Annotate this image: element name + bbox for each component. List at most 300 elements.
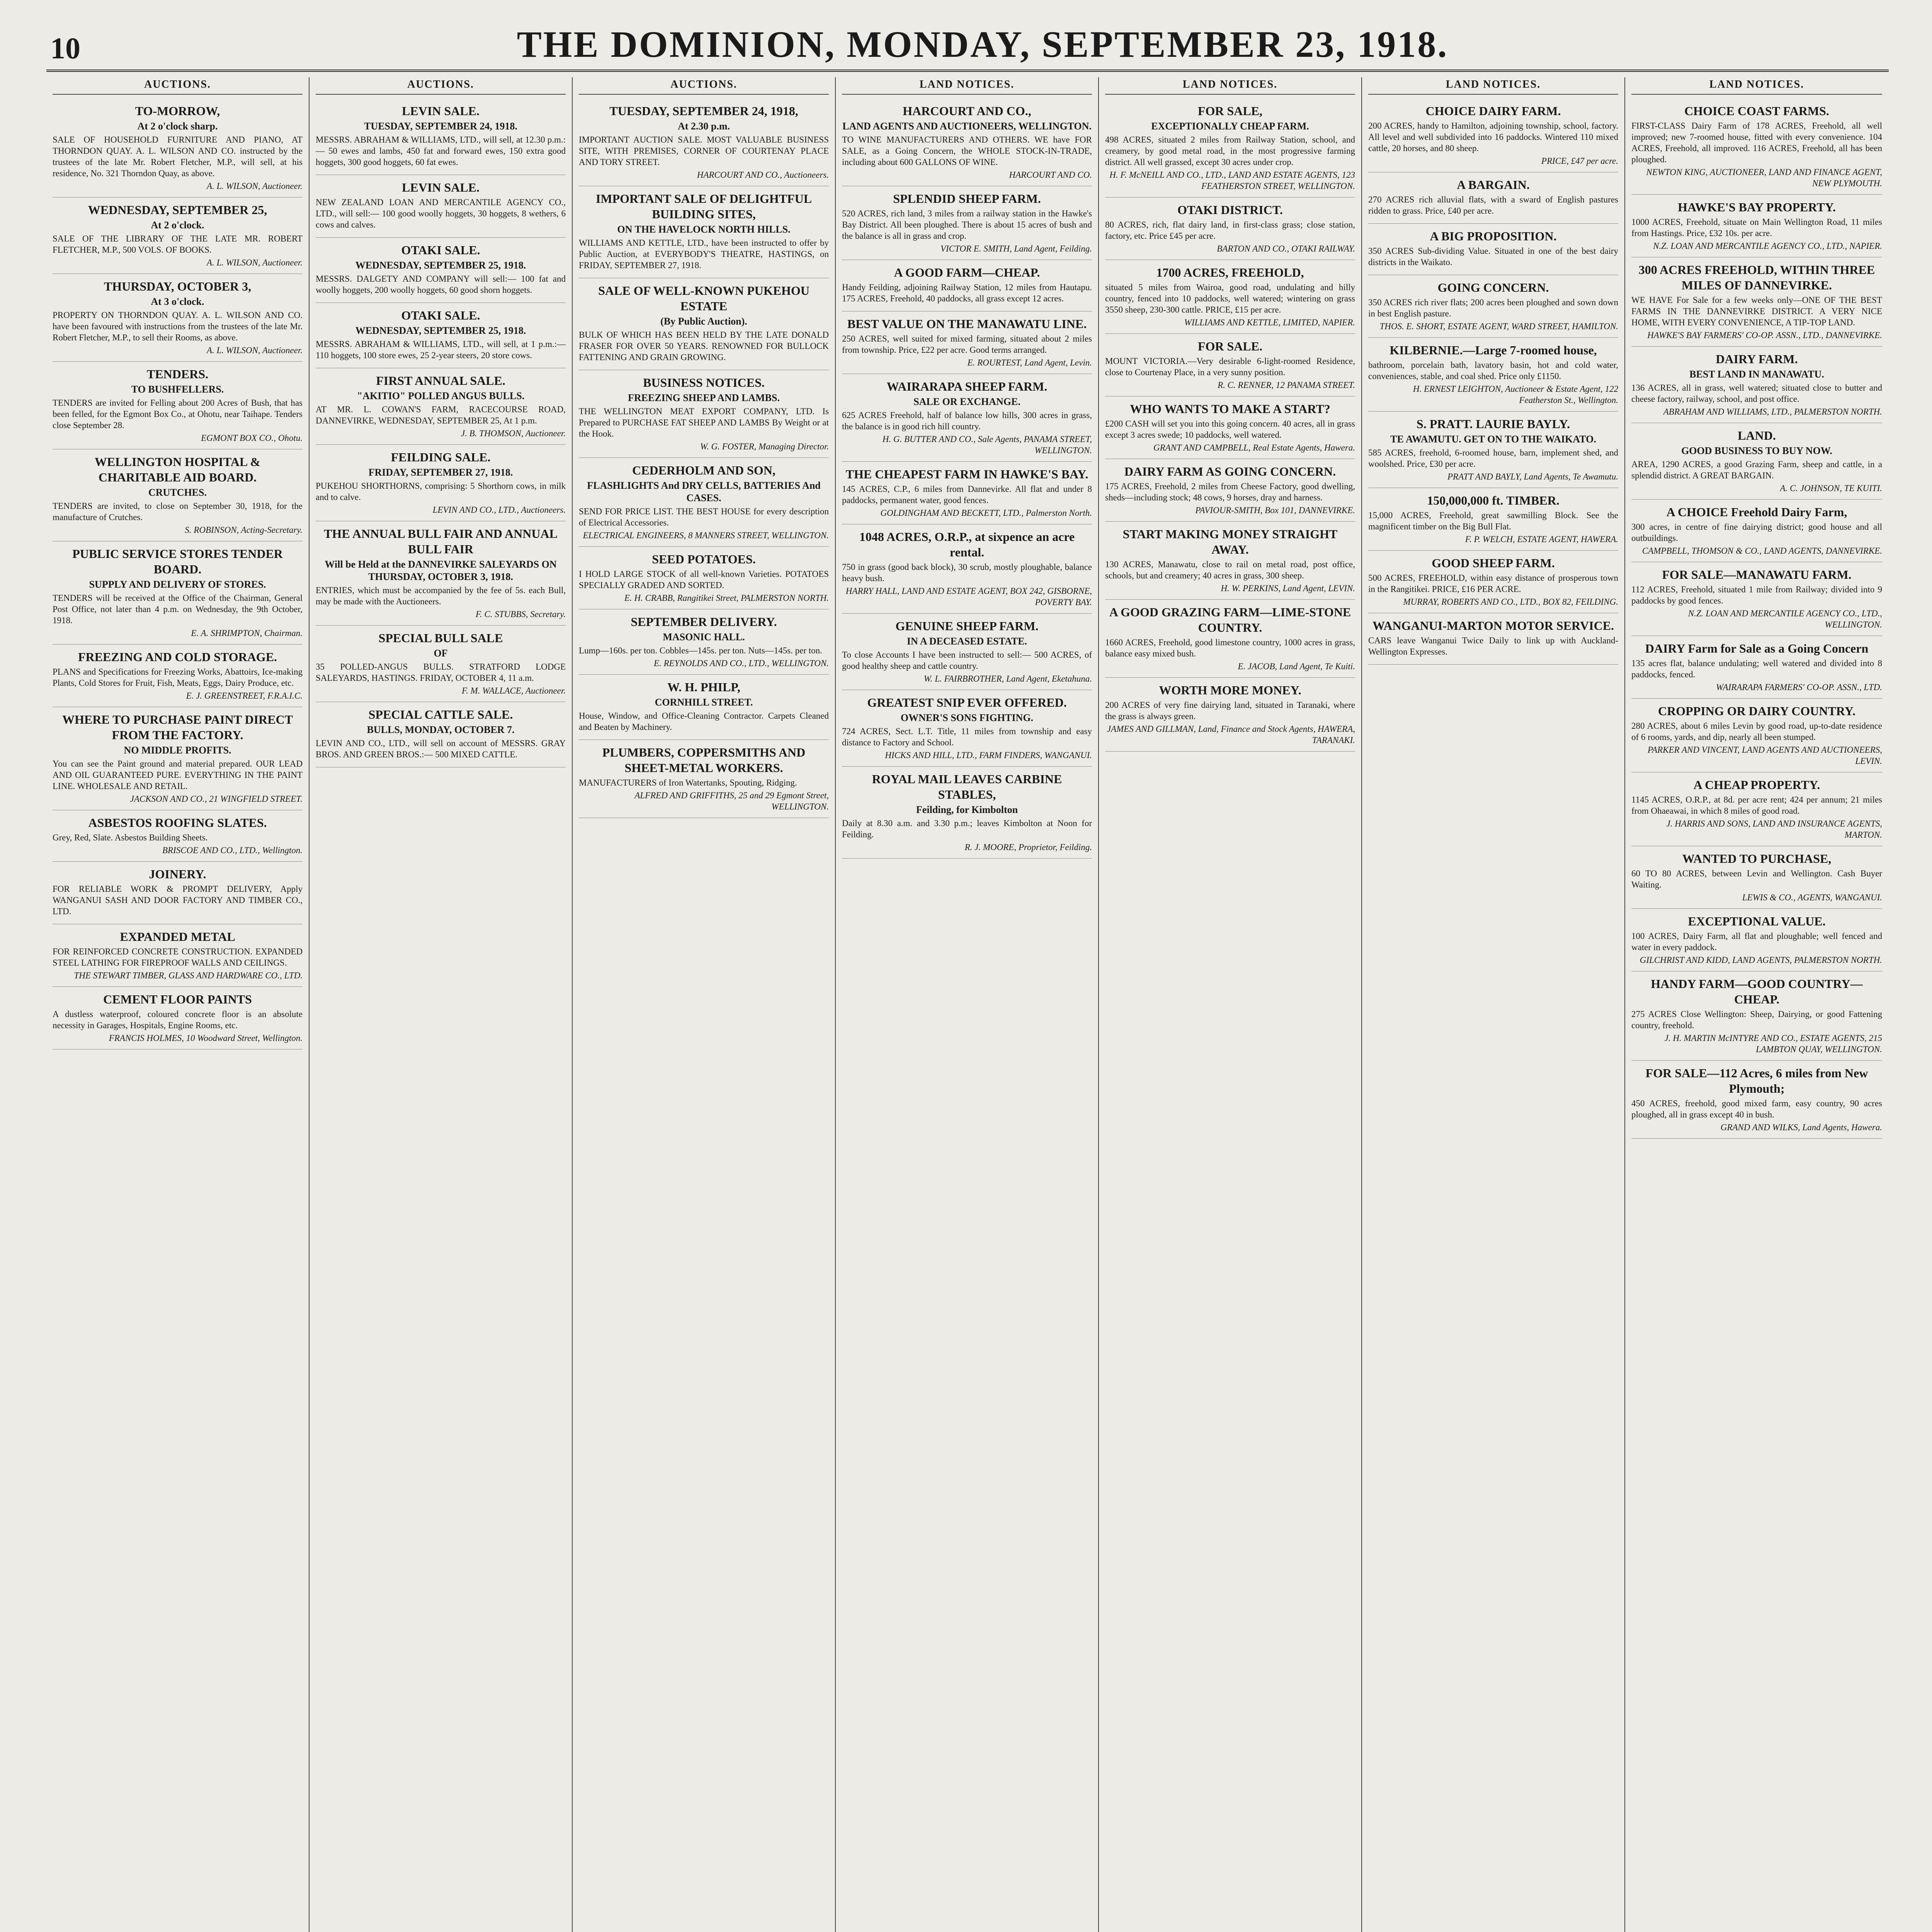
ad-headline: SALE OF WELL-KNOWN PUKEHOU ESTATE: [598, 284, 810, 313]
column-heading: LAND NOTICES.: [1631, 77, 1882, 95]
advertisement: [842, 462, 1092, 524]
ad-signature: F. P. WELCH, ESTATE AGENT, HAWERA.: [1465, 534, 1618, 544]
ad-subheadline: CORNHILL STREET.: [655, 697, 753, 708]
ad-body: Lump—160s. per ton. Cobbles—145s. per ton. Nuts—145s. per ton.: [579, 646, 822, 655]
ad-headline: LEVIN SALE.: [402, 104, 480, 118]
ad-body: FOR RELIABLE WORK & PROMPT DELIVERY, Apply WANGANUI SASH AND DOOR FACTORY AND TIMBER CO., LTD.: [53, 884, 303, 916]
advertisement: [579, 458, 829, 547]
ad-signature: LEVIN AND CO., LTD., Auctioneers.: [432, 505, 566, 515]
ad-headline: FOR SALE,: [1197, 104, 1263, 118]
ad-subheadline: "AKITIO" POLLED ANGUS BULLS.: [357, 390, 525, 401]
ad-headline: WELLINGTON HOSPITAL & CHARITABLE AID BOARD.: [94, 455, 261, 484]
ad-headline: WEDNESDAY, SEPTEMBER 25,: [88, 203, 267, 217]
ad-subheadline: WEDNESDAY, SEPTEMBER 25, 1918.: [355, 260, 526, 271]
ad-subheadline: FRIDAY, SEPTEMBER 27, 1918.: [368, 467, 513, 478]
advertisement: [579, 99, 829, 186]
ad-body: A dustless waterproof, coloured concrete floor is an absolute necessity in Garages, Hospitals, Engine Rooms, etc.: [53, 1009, 303, 1030]
ad-headline: A GOOD GRAZING FARM—LIME-STONE COUNTRY.: [1109, 605, 1351, 634]
ad-body: 175 ACRES, Freehold, 2 miles from Cheese Factory, good dwelling, sheds—including stock; 48 cows, 9 horses, dray and harness.: [1105, 481, 1355, 502]
ad-headline: LAND.: [1738, 429, 1776, 442]
advertisement: [1105, 600, 1355, 678]
ad-headline: 150,000,000 ft. TIMBER.: [1427, 493, 1560, 507]
ad-signature: ABRAHAM AND WILLIAMS, LTD., PALMERSTON NORTH.: [1663, 407, 1882, 417]
ad-signature: A. C. JOHNSON, TE KUITI.: [1780, 483, 1882, 493]
ad-body: 724 ACRES, Sect. L.T. Title, 11 miles from township and easy distance to Factory and School.: [842, 726, 1092, 747]
ad-signature: F. C. STUBBS, Secretary.: [475, 609, 566, 619]
ad-headline: WAIRARAPA SHEEP FARM.: [886, 379, 1048, 393]
ad-body: MESSRS. ABRAHAM & WILLIAMS, LTD., will sell, at 12.30 p.m.:— 50 ewes and lambs, 450 fat and forward ewes, 150 extra good hoggets, 300 good hoggets, 60 fat ewes.: [316, 135, 566, 167]
ad-signature: S. ROBINSON, Acting-Secretary.: [185, 525, 303, 535]
ad-headline: A CHOICE Freehold Dairy Farm,: [1666, 505, 1847, 519]
column-3: [573, 77, 836, 1932]
ad-subheadline: (By Public Auction).: [660, 316, 747, 327]
ad-headline: GOING CONCERN.: [1437, 281, 1549, 294]
advertisement: [53, 449, 303, 541]
ad-signature: W. L. FAIRBROTHER, Land Agent, Eketahuna.: [923, 674, 1092, 684]
ad-signature: R. C. RENNER, 12 PANAMA STREET.: [1218, 380, 1355, 390]
ad-body: 130 ACRES, Manawatu, close to rail on metal road, post office, schools, but and creamery; 40 acres in grass, 300 sheep.: [1105, 560, 1355, 580]
ad-headline: FOR SALE—112 Acres, 6 miles from New Plymouth;: [1645, 1066, 1868, 1095]
ad-body: 1660 ACRES, Freehold, good limestone country, 1000 acres in grass, balance easy mixed bush.: [1105, 638, 1355, 658]
column-heading: AUCTIONS.: [53, 77, 303, 95]
ad-signature: WAIRARAPA FARMERS' CO-OP. ASSN., LTD.: [1716, 682, 1882, 692]
ad-subheadline: FREEZING SHEEP AND LAMBS.: [628, 392, 780, 403]
ad-body: 750 in grass (good back block), 30 scrub, mostly ploughable, balance heavy bush.: [842, 562, 1092, 583]
advertisement: [842, 614, 1092, 690]
ad-body: PROPERTY ON THORNDON QUAY. A. L. WILSON AND CO. have been favoured with instructions from the trustees of the late Mr. Robert Fletcher, M.P., to sell their Rooms, as above.: [53, 310, 303, 342]
ad-body: 275 ACRES Close Wellington: Sheep, Dairying, or good Fattening country, freehold.: [1631, 1009, 1882, 1030]
ad-headline: BEST VALUE ON THE MANAWATU LINE.: [847, 317, 1087, 331]
ad-headline: CROPPING OR DAIRY COUNTRY.: [1658, 704, 1855, 718]
ad-body: AT MR. L. COWAN'S FARM, RACECOURSE ROAD, DANNEVIRKE, WEDNESDAY, SEPTEMBER 25, At 1 p.m.: [316, 405, 566, 425]
ad-body: WILLIAMS AND KETTLE, LTD., have been instructed to offer by Public Auction, at EVERYBODY'S THEATRE, HASTINGS, on FRIDAY, SEPTEMBER 27, 1918.: [579, 238, 829, 270]
ad-headline: DAIRY FARM.: [1716, 352, 1798, 366]
ad-signature: PAVIOUR-SMITH, Box 101, DANNEVIRKE.: [1195, 505, 1355, 515]
ad-body: THE WELLINGTON MEAT EXPORT COMPANY, LTD. Is Prepared to PURCHASE FAT SHEEP AND LAMBS By Weight or at the Hook.: [579, 406, 829, 439]
ad-subheadline: At 2 o'clock sharp.: [137, 121, 218, 132]
ad-body: To close Accounts I have been instructed to sell:— 500 ACRES, of good healthy sheep and cattle country.: [842, 650, 1092, 671]
ad-headline: 300 ACRES FREEHOLD, WITHIN THREE MILES OF DANNEVIRKE.: [1638, 263, 1875, 292]
advertisement: [1631, 423, 1882, 500]
ad-subheadline: CRUTCHES.: [148, 487, 207, 498]
newspaper-title: THE DOMINION, MONDAY, SEPTEMBER 23, 1918.: [517, 24, 1449, 65]
ad-body: 1145 ACRES, O.R.P., at 8d. per acre rent; 424 per annum; 21 miles from Ohaeawai, in which 8 miles of good road.: [1631, 795, 1882, 816]
ad-headline: TUESDAY, SEPTEMBER 24, 1918,: [609, 104, 798, 118]
ad-body: 100 ACRES, Dairy Farm, all flat and ploughable; well fenced and water in every paddock.: [1631, 931, 1882, 952]
advertisement: [579, 547, 829, 609]
ad-headline: WANGANUI-MARTON MOTOR SERVICE.: [1372, 619, 1614, 633]
ad-subheadline: Will be Held at the DANNEVIRKE SALEYARDS ON THURSDAY, OCTOBER 3, 1918.: [325, 559, 557, 582]
advertisement: [316, 445, 566, 521]
ad-signature: NEWTON KING, AUCTIONEER, LAND AND FINANCE AGENT, NEW PLYMOUTH.: [1646, 167, 1882, 188]
advertisement: [579, 609, 829, 675]
advertisement: [579, 370, 829, 458]
ad-headline: FOR SALE—MANAWATU FARM.: [1662, 568, 1852, 582]
advertisement: [53, 645, 303, 707]
advertisement: [579, 740, 829, 818]
ad-signature: E. H. CRABB, Rangitikei Street, PALMERSTON NORTH.: [624, 593, 829, 603]
ad-body: PLANS and Specifications for Freezing Works, Abattoirs, Ice-making Plants, Cold Stores for Fruit, Fish, Meats, Eggs, Dairy Produce, etc.: [53, 667, 303, 688]
advertisement: [1631, 1061, 1882, 1139]
advertisement: [53, 197, 303, 274]
ad-signature: GRANT AND CAMPBELL, Real Estate Agents, Hawera.: [1153, 443, 1355, 452]
ad-body: 135 acres flat, balance undulating; well watered and divided into 8 paddocks, fenced.: [1631, 658, 1882, 679]
ad-subheadline: OWNER'S SONS FIGHTING.: [900, 712, 1034, 723]
ad-body: SEND FOR PRICE LIST. THE BEST HOUSE for every description of Electrical Accessories.: [579, 507, 829, 527]
ad-signature: CAMPBELL, THOMSON & CO., LAND AGENTS, DANNEVIRKE.: [1642, 546, 1882, 556]
ad-subheadline: BULLS, MONDAY, OCTOBER 7.: [367, 724, 515, 735]
advertisement: [53, 862, 303, 924]
ad-body: 112 ACRES, Freehold, situated 1 mile from Railway; divided into 9 paddocks by good fences.: [1631, 585, 1882, 605]
ad-body: You can see the Paint ground and material prepared. OUR LEAD AND OIL GUARANTEED PURE. EVERYTHING IN THE PAINT LINE. WHOLESALE AND RETAIL.: [53, 759, 303, 791]
ad-headline: SPECIAL CATTLE SALE.: [368, 707, 513, 721]
ad-headline: A BIG PROPOSITION.: [1430, 229, 1557, 243]
ad-body: 280 ACRES, about 6 miles Levin by good road, up-to-date residence of 6 rooms, yards, and dip, nearly all been stumped.: [1631, 721, 1882, 742]
ad-signature: HARRY HALL, LAND AND ESTATE AGENT, BOX 242, GISBORNE, POVERTY BAY.: [845, 586, 1092, 607]
column-heading: AUCTIONS.: [316, 77, 566, 95]
ad-signature: J. HARRIS AND SONS, LAND AND INSURANCE AGENTS, MARTON.: [1666, 819, 1882, 840]
ad-subheadline: LAND AGENTS AND AUCTIONEERS, WELLINGTON.: [842, 121, 1092, 132]
columns-container: [46, 77, 1889, 1932]
advertisement: [316, 175, 566, 238]
column-heading: LAND NOTICES.: [842, 77, 1092, 95]
ad-signature: A. L. WILSON, Auctioneer.: [206, 345, 303, 355]
advertisement: [316, 303, 566, 368]
ad-body: 145 ACRES, C.P., 6 miles from Dannevirke. All flat and under 8 paddocks, permanent water, good fences.: [842, 484, 1092, 505]
ad-subheadline: At 3 o'clock.: [151, 296, 204, 307]
ad-headline: GREATEST SNIP EVER OFFERED.: [867, 696, 1067, 709]
ad-headline: A BARGAIN.: [1457, 178, 1530, 192]
ad-headline: KILBERNIE.—Large 7-roomed house,: [1389, 343, 1597, 357]
ad-headline: START MAKING MONEY STRAIGHT AWAY.: [1122, 527, 1338, 556]
ad-body: CARS leave Wanganui Twice Daily to link up with Auckland-Wellington Expresses.: [1368, 636, 1618, 656]
ad-subheadline: TO BUSHFELLERS.: [131, 384, 224, 395]
ad-body: BULK OF WHICH HAS BEEN HELD BY THE LATE DONALD FRASER FOR OVER 50 YEARS. RENOWNED FOR BULLOCK FATTENING AND GRAIN GROWING.: [579, 330, 829, 362]
ad-subheadline: At 2 o'clock.: [151, 219, 204, 231]
advertisement: [1105, 334, 1355, 396]
advertisement: [1368, 488, 1618, 551]
ad-headline: LEVIN SALE.: [402, 180, 480, 194]
ad-signature: H. G. BUTTER AND CO., Sale Agents, PANAMA STREET, WELLINGTON.: [882, 434, 1092, 455]
ad-signature: A. L. WILSON, Auctioneer.: [206, 258, 303, 267]
ad-signature: THOS. E. SHORT, ESTATE AGENT, WARD STREET, HAMILTON.: [1379, 321, 1618, 331]
ad-headline: THURSDAY, OCTOBER 3,: [104, 279, 252, 293]
ad-body: 498 ACRES, situated 2 miles from Railway Station, school, and creamery, by good metal road, in the most progressive farming district. All well grassed, except 30 acres under crop.: [1105, 135, 1355, 167]
ad-signature: JACKSON AND CO., 21 WINGFIELD STREET.: [130, 794, 303, 804]
ad-signature: E. JACOB, Land Agent, Te Kuiti.: [1238, 662, 1355, 671]
ad-subheadline: SUPPLY AND DELIVERY OF STORES.: [89, 579, 266, 590]
ad-headline: EXPANDED METAL: [120, 930, 235, 944]
ad-headline: SPLENDID SHEEP FARM.: [893, 192, 1041, 206]
ad-headline: BUSINESS NOTICES.: [643, 376, 765, 389]
advertisement: [53, 362, 303, 449]
ad-body: bathroom, porcelain bath, lavatory basin, hot and cold water, conveniences, stable, and coal shed. Price only £1150.: [1368, 360, 1618, 381]
advertisement: [316, 238, 566, 303]
ad-headline: TO-MORROW,: [135, 104, 220, 118]
ad-body: MOUNT VICTORIA.—Very desirable 6-light-roomed Residence, close to Courtenay Place, in a very sunny position.: [1105, 356, 1355, 377]
ad-body: situated 5 miles from Wairoa, good road, undulating and hilly country, fenced into 10 paddocks, well watered; wintering on grass 3550 sheep, 230-300 cattle. PRICE, £15 per acre.: [1105, 282, 1355, 315]
advertisement: [53, 810, 303, 862]
advertisement: [53, 541, 303, 645]
ad-signature: E. J. GREENSTREET, F.R.A.I.C.: [186, 691, 303, 701]
ad-body: 350 ACRES rich river flats; 200 acres been ploughed and sown down in best English pasture.: [1368, 298, 1618, 318]
advertisement: [53, 987, 303, 1049]
ad-subheadline: BEST LAND IN MANAWATU.: [1689, 369, 1824, 380]
advertisement: [1631, 99, 1882, 195]
ad-signature: WILLIAMS AND KETTLE, LIMITED, NAPIER.: [1184, 318, 1355, 327]
ad-signature: H. ERNEST LEIGHTON, Auctioneer & Estate Agent, 122 Featherston St., Wellington.: [1413, 384, 1618, 405]
advertisement: [842, 524, 1092, 614]
ad-signature: J. B. THOMSON, Auctioneer.: [461, 429, 566, 438]
ad-headline: A CHEAP PROPERTY.: [1693, 778, 1820, 792]
page-number: 10: [50, 31, 80, 65]
ad-signature: J. H. MARTIN McINTYRE AND CO., ESTATE AGENTS, 215 LAMBTON QUAY, WELLINGTON.: [1664, 1033, 1882, 1054]
ad-headline: CEMENT FLOOR PAINTS: [103, 992, 252, 1006]
advertisement: [1368, 172, 1618, 224]
ad-subheadline: OF: [434, 648, 448, 659]
ad-body: 35 POLLED-ANGUS BULLS. STRATFORD LODGE SALEYARDS, HASTINGS. FRIDAY, OCTOBER 4, 11 a.m.: [316, 662, 566, 683]
ad-signature: F. M. WALLACE, Auctioneer.: [461, 686, 566, 696]
ad-subheadline: NO MIDDLE PROFITS.: [124, 745, 231, 756]
ad-subheadline: IN A DECEASED ESTATE.: [906, 636, 1027, 647]
advertisement: [1631, 195, 1882, 257]
ad-headline: HARCOURT AND CO.,: [903, 104, 1031, 118]
ad-subheadline: TE AWAMUTU. GET ON TO THE WAIKATO.: [1390, 434, 1596, 445]
ad-headline: JOINERY.: [149, 867, 206, 881]
ad-signature: R. J. MOORE, Proprietor, Feilding.: [964, 842, 1092, 852]
ad-headline: THE CHEAPEST FARM IN HAWKE'S BAY.: [845, 467, 1088, 481]
ad-body: MESSRS. DALGETY AND COMPANY will sell:— 100 fat and woolly hoggets, 200 woolly hoggets, 60 good shorn hoggets.: [316, 274, 566, 295]
ad-body: I HOLD LARGE STOCK of all well-known Varieties. POTATOES SPECIALLY GRADED AND SORTED.: [579, 569, 829, 590]
ad-signature: GOLDINGHAM AND BECKETT, LTD., Palmerston North.: [880, 508, 1092, 518]
ad-signature: E. A. SHRIMPTON, Chairman.: [191, 628, 303, 638]
ad-signature: N.Z. LOAN AND MERCANTILE AGENCY CO., LTD., NAPIER.: [1653, 241, 1882, 251]
advertisement: [1631, 846, 1882, 909]
ad-headline: OTAKI SALE.: [401, 243, 480, 257]
ad-headline: W. H. PHILP,: [667, 680, 740, 694]
ad-body: Daily at 8.30 a.m. and 3.30 p.m.; leaves Kimbolton at Noon for Feilding.: [842, 818, 1092, 839]
ad-body: 200 ACRES of very fine dairying land, situated in Taranaki, where the grass is always green.: [1105, 700, 1355, 721]
ad-headline: CHOICE DAIRY FARM.: [1425, 104, 1561, 118]
ad-body: Grey, Red, Slate. Asbestos Building Sheets.: [53, 833, 208, 842]
ad-signature: A. L. WILSON, Auctioneer.: [206, 181, 303, 191]
ad-headline: 1048 ACRES, O.R.P., at sixpence an acre rental.: [859, 530, 1075, 559]
ad-body: PUKEHOU SHORTHORNS, comprising: 5 Shorthorn cows, in milk and to calve.: [316, 481, 566, 502]
advertisement: [53, 707, 303, 810]
ad-signature: ELECTRICAL ENGINEERS, 8 MANNERS STREET, WELLINGTON.: [583, 531, 829, 540]
ad-signature: FRANCIS HOLMES, 10 Woodward Street, Wellington.: [109, 1033, 303, 1043]
ad-body: TENDERS are invited, to close on September 30, 1918, for the manufacture of Crutches.: [53, 501, 303, 522]
ad-body: 520 ACRES, rich land, 3 miles from a railway station in the Hawke's Bay District. All been ploughed. There is about 15 acres of bush and the balance is all in grass and crop.: [842, 209, 1092, 241]
advertisement: [1631, 636, 1882, 699]
ad-headline: THE ANNUAL BULL FAIR AND ANNUAL BULL FAIR: [324, 527, 558, 556]
advertisement: [1105, 459, 1355, 522]
advertisement: [842, 260, 1092, 311]
ad-body: TENDERS will be received at the Office of the Chairman, General Post Office, not later than 4 p.m. on Wednesday, the 9th October, 1918.: [53, 593, 303, 625]
ad-signature: HAWKE'S BAY FARMERS' CO-OP. ASSN., LTD., DANNEVIRKE.: [1647, 330, 1882, 340]
ad-signature: E. ROURTEST, Land Agent, Levin.: [967, 358, 1092, 367]
ad-headline: FIRST ANNUAL SALE.: [376, 374, 505, 388]
ad-headline: IMPORTANT SALE OF DELIGHTFUL BUILDING SITES,: [595, 192, 812, 221]
ad-headline: 1700 ACRES, FREEHOLD,: [1156, 265, 1304, 279]
advertisement: [842, 374, 1092, 462]
advertisement: [1368, 551, 1618, 613]
ad-body: 136 ACRES, all in grass, well watered; situated close to butter and cheese factory, railway, school, and post office.: [1631, 383, 1882, 404]
advertisement: [1368, 613, 1618, 665]
ad-body: 450 ACRES, freehold, good mixed farm, easy country, 90 acres ploughed, all in grass except 40 in bush.: [1631, 1099, 1882, 1119]
ad-signature: HARCOURT AND CO., Auctioneers.: [697, 170, 829, 180]
advertisement: [316, 626, 566, 702]
column-2: [310, 77, 573, 1932]
ad-body: AREA, 1290 ACRES, a good Grazing Farm, sheep and cattle, in a splendid district. A GREAT BARGAIN.: [1631, 459, 1882, 480]
advertisement: [1631, 500, 1882, 562]
ad-body: 1000 ACRES, Freehold, situate on Main Wellington Road, 11 miles from Hastings. Price, £32 10s. per acre.: [1631, 217, 1882, 238]
advertisement: [53, 274, 303, 362]
ad-body: 200 ACRES, handy to Hamilton, adjoining township, school, factory. All level and well subdivided into 16 paddocks. Wintered 110 mixed cattle, 20 horses, and 80 sheep.: [1368, 121, 1618, 153]
ad-subheadline: GOOD BUSINESS TO BUY NOW.: [1681, 445, 1832, 456]
ad-headline: WHERE TO PURCHASE PAINT DIRECT FROM THE FACTORY.: [62, 713, 293, 742]
advertisement: [579, 278, 829, 370]
ad-headline: HANDY FARM—GOOD COUNTRY—CHEAP.: [1651, 977, 1863, 1006]
advertisement: [316, 702, 566, 767]
ad-signature: N.Z. LOAN AND MERCANTILE AGENCY CO., LTD., WELLINGTON.: [1688, 609, 1882, 629]
ad-signature: PARKER AND VINCENT, LAND AGENTS AND AUCTIONEERS, LEVIN.: [1647, 745, 1882, 766]
ad-headline: WANTED TO PURCHASE,: [1682, 852, 1832, 866]
ad-signature: W. G. FOSTER, Managing Director.: [700, 442, 829, 451]
ad-signature: H. F. McNEILL AND CO., LTD., LAND AND ESTATE AGENTS, 123 FEATHERSTON STREET, WELLINGTON.: [1109, 170, 1355, 191]
column-heading: LAND NOTICES.: [1105, 77, 1355, 95]
ad-body: 250 ACRES, well suited for mixed farming, situated about 2 miles from township. Price, £22 per acre. Good terms arranged.: [842, 334, 1092, 355]
advertisement: [53, 924, 303, 987]
ad-signature: H. W. PERKINS, Land Agent, LEVIN.: [1221, 583, 1355, 593]
advertisement: [1105, 522, 1355, 600]
advertisement: [1368, 99, 1618, 172]
advertisement: [842, 99, 1092, 186]
ad-headline: OTAKI DISTRICT.: [1177, 203, 1283, 217]
advertisement: [1631, 772, 1882, 846]
ad-body: WE HAVE For Sale for a few weeks only—ONE OF THE BEST FARMS IN THE DANNEVIRKE DISTRICT. A VERY NICE HOME, WITH EVERY CONVENIENCE, A TIP-TOP LAND.: [1631, 295, 1882, 327]
ad-subheadline: At 2.30 p.m.: [677, 121, 730, 132]
ad-signature: THE STEWART TIMBER, GLASS AND HARDWARE CO., LTD.: [74, 971, 303, 980]
column-heading: AUCTIONS.: [579, 77, 829, 95]
advertisement: [1631, 347, 1882, 423]
ad-headline: CHOICE COAST FARMS.: [1684, 104, 1829, 118]
ad-body: FOR REINFORCED CONCRETE CONSTRUCTION. EXPANDED STEEL LATHING FOR FIREPROOF WALLS AND CEILINGS.: [53, 947, 303, 968]
advertisement: [1368, 338, 1618, 412]
ad-body: £200 CASH will set you into this going concern. 40 acres, all in grass except 3 acres swede; 10 paddocks, well watered.: [1105, 419, 1355, 440]
ad-subheadline: Feilding, for Kimbolton: [916, 804, 1018, 815]
advertisement: [1631, 909, 1882, 971]
ad-headline: SEED POTATOES.: [652, 552, 756, 566]
advertisement: [1631, 562, 1882, 636]
ad-headline: ASBESTOS ROOFING SLATES.: [88, 816, 267, 830]
ad-signature: GRAND AND WILKS, Land Agents, Hawera.: [1720, 1122, 1882, 1132]
ad-subheadline: WEDNESDAY, SEPTEMBER 25, 1918.: [355, 325, 526, 336]
ad-signature: VICTOR E. SMITH, Land Agent, Feilding.: [940, 244, 1092, 253]
ad-headline: A GOOD FARM—CHEAP.: [894, 265, 1040, 279]
advertisement: [1368, 224, 1618, 275]
advertisement: [579, 675, 829, 740]
advertisement: [579, 186, 829, 278]
ad-subheadline: ON THE HAVELOCK NORTH HILLS.: [617, 224, 791, 235]
column-5: [1099, 77, 1362, 1932]
ad-body: 80 ACRES, rich, flat dairy land, in first-class grass; close station, factory, etc. Price £45 per acre.: [1105, 220, 1355, 241]
ad-body: 15,000 ACRES, Freehold, great sawmilling Block. See the magnificent timber on the Big Bull Flat.: [1368, 510, 1618, 531]
ad-body: IMPORTANT AUCTION SALE. MOST VALUABLE BUSINESS SITE, WITH PREMISES, CORNER OF COURTENAY PLACE AND TORY STREET.: [579, 135, 829, 167]
ad-body: MESSRS. ABRAHAM & WILLIAMS, LTD., will sell, at 1 p.m.:— 110 hoggets, 100 store ewes, 25 2-year steers, 20 store cows.: [316, 339, 566, 360]
ad-headline: SEPTEMBER DELIVERY.: [631, 615, 777, 629]
ad-body: TENDERS are invited for Felling about 200 Acres of Bush, that has been felled, for the Egmont Box Co., at Ohotu, near Taihape. Tenders close September 28.: [53, 398, 303, 430]
ad-body: MANUFACTURERS of Iron Watertanks, Spouting, Ridging.: [579, 778, 797, 787]
ad-signature: LEWIS & CO., AGENTS, WANGANUI.: [1742, 893, 1882, 902]
advertisement: [1105, 678, 1355, 752]
ad-body: 585 ACRES, freehold, 6-roomed house, barn, implement shed, and woolshed. Price, £30 per acre.: [1368, 448, 1618, 469]
advertisement: [1105, 197, 1355, 260]
column-7: [1625, 77, 1888, 1932]
ad-headline: OTAKI SALE.: [401, 308, 480, 322]
ad-subheadline: TUESDAY, SEPTEMBER 24, 1918.: [364, 121, 517, 132]
ad-subheadline: SALE OR EXCHANGE.: [913, 396, 1020, 407]
column-heading: LAND NOTICES.: [1368, 77, 1618, 95]
ad-signature: HARCOURT AND CO.: [1009, 170, 1092, 180]
masthead: [46, 15, 1889, 72]
ad-body: 500 ACRES, FREEHOLD, within easy distance of prosperous town in the Rangitikei. PRICE, £16 PER ACRE.: [1368, 573, 1618, 594]
advertisement: [842, 311, 1092, 374]
ad-signature: BARTON AND CO., OTAKI RAILWAY.: [1217, 244, 1355, 253]
ad-headline: GOOD SHEEP FARM.: [1432, 556, 1555, 570]
ad-body: Handy Feilding, adjoining Railway Station, 12 miles from Hautapu. 175 ACRES, Freehold, 40 paddocks, all grass except 12 acres.: [842, 282, 1092, 303]
ad-headline: PUBLIC SERVICE STORES TENDER BOARD.: [72, 547, 283, 576]
ad-signature: HICKS AND HILL, LTD., FARM FINDERS, WANGANUI.: [885, 750, 1092, 760]
ad-headline: GENUINE SHEEP FARM.: [895, 619, 1039, 633]
ad-signature: ALFRED AND GRIFFITHS, 25 and 29 Egmont Street, WELLINGTON.: [634, 791, 829, 811]
ad-body: 60 TO 80 ACRES, between Levin and Wellington. Cash Buyer Waiting.: [1631, 869, 1882, 889]
ad-headline: FREEZING AND COLD STORAGE.: [78, 650, 277, 664]
advertisement: [316, 521, 566, 626]
advertisement: [842, 690, 1092, 767]
advertisement: [842, 767, 1092, 859]
ad-subheadline: FLASHLIGHTS And DRY CELLS, BATTERIES And CASES.: [587, 480, 821, 503]
ad-headline: PLUMBERS, COPPERSMITHS AND SHEET-METAL WORKERS.: [602, 745, 806, 775]
ad-signature: PRICE, £47 per acre.: [1541, 156, 1618, 166]
ad-signature: BRISCOE AND CO., LTD., Wellington.: [162, 845, 303, 855]
ad-signature: GILCHRIST AND KIDD, LAND AGENTS, PALMERSTON NORTH.: [1639, 955, 1882, 965]
advertisement: [1631, 971, 1882, 1061]
ad-headline: SPECIAL BULL SALE: [378, 631, 503, 645]
ad-body: House, Window, and Office-Cleaning Contractor. Carpets Cleaned and Beaten by Machinery.: [579, 711, 829, 732]
ad-signature: MURRAY, ROBERTS AND CO., LTD., BOX 82, FEILDING.: [1403, 597, 1618, 607]
advertisement: [316, 368, 566, 445]
ad-headline: DAIRY Farm for Sale as a Going Concern: [1645, 641, 1869, 655]
ad-body: 625 ACRES Freehold, half of balance low hills, 300 acres in grass, the balance is in good rich hill country.: [842, 410, 1092, 431]
advertisement: [1105, 260, 1355, 334]
column-4: [836, 77, 1099, 1932]
ad-signature: JAMES AND GILLMAN, Land, Finance and Stock Agents, HAWERA, TARANAKI.: [1107, 724, 1355, 745]
ad-signature: E. REYNOLDS AND CO., LTD., WELLINGTON.: [653, 658, 829, 668]
ad-body: SALE OF THE LIBRARY OF THE LATE MR. ROBERT FLETCHER, M.P., 500 VOLS. OF BOOKS.: [53, 234, 303, 255]
advertisement: [1631, 699, 1882, 772]
advertisement: [1631, 257, 1882, 347]
advertisement: [1105, 396, 1355, 459]
ad-body: 300 acres, in centre of fine dairying district; good house and all outbuildings.: [1631, 522, 1882, 543]
advertisement: [53, 99, 303, 197]
ad-headline: CEDERHOLM AND SON,: [632, 463, 776, 477]
column-6: [1362, 77, 1625, 1932]
ad-headline: S. PRATT. LAURIE BAYLY.: [1416, 417, 1570, 431]
ad-body: ENTRIES, which must be accompanied by the fee of 5s. each Bull, may be made with the Auctioneers.: [316, 585, 566, 606]
ad-body: LEVIN AND CO., LTD., will sell on account of MESSRS. GRAY BROS. AND GREEN BROS.:— 500 MIXED CATTLE.: [316, 738, 566, 759]
ad-body: NEW ZEALAND LOAN AND MERCANTILE AGENCY CO., LTD., will sell:— 100 good woolly hoggets, 30 hoggets, 8 wethers, 6 cows and calves.: [316, 197, 566, 230]
